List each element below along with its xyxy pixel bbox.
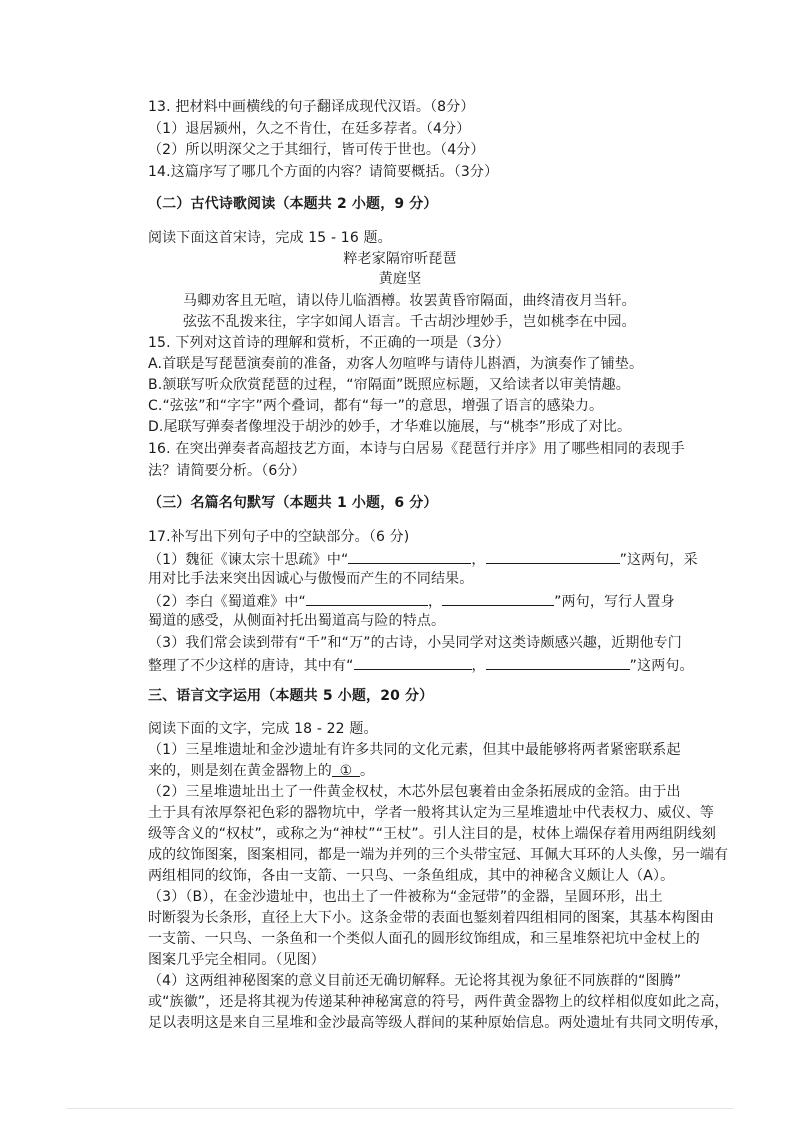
q17-blank-1a xyxy=(348,548,471,564)
comma: ， xyxy=(471,658,486,674)
q17-item-1 xyxy=(148,548,698,570)
q17-item-3-line-2 xyxy=(148,654,694,676)
part-3-intro: 阅读下面的文字，完成 18 - 22 题。 xyxy=(148,721,378,737)
q15-option-c: C.“弦弦”和“字字”两个叠词，都有“每一”的意思，增强了语言的感染力。 xyxy=(148,398,604,414)
q17-item-1-line-2: 用对比手法来突出因诚心与傲慢而产生的不同结果。 xyxy=(148,571,474,587)
q17-item-2-prefix: （2）李白《蜀道难》中“ xyxy=(148,594,306,610)
q15-prompt: 15. 下列对这首诗的理解和赏析，不正确的一项是（3分） xyxy=(148,335,510,351)
poem-title: 粹老家隔帘听琵琶 xyxy=(343,251,457,267)
q15-option-b: B.颔联写听众欣赏琵琶的过程，“帘隔面”既照应标题，又给读者以审美情趣。 xyxy=(148,377,630,393)
q13-prompt: 13. 把材料中画横线的句子翻译成现代汉语。（8分） xyxy=(148,99,475,115)
para-2-line-4: 成的纹饰图案，图案相同，都是一端为并列的三个头带宝冠、耳佩大耳环的人头像，另一端有 xyxy=(148,847,729,863)
para-3-line-4: 图案几乎完全相同。（见图） xyxy=(148,952,325,968)
q17-item-3-prefix: 整理了不少这样的唐诗，其中有“ xyxy=(148,658,354,674)
q17-item-2-line-2: 蜀道的感受，从侧面衬托出蜀道高与险的特点。 xyxy=(148,613,446,629)
q16-prompt-line-2: 法？请简要分析。（6分） xyxy=(148,463,306,479)
para-4-line-1: （4）这两组神秘图案的意义目前还无确切解释。无论将其视为象征不同族群的“图腾” xyxy=(148,973,682,989)
para-2-line-1: （2）三星堆遗址出土了一件黄金权杖，木芯外层包裹着由金条拓展成的金箔。由于出 xyxy=(148,784,681,800)
para-2-line-5: 两组相同的纹饰，各由一支箭、一只鸟、一条鱼组成，其中的神秘含义颇让人（A）。 xyxy=(148,868,675,884)
q17-item-3-line-1: （3）我们常会读到带有“千”和“万”的古诗，小吴同学对这类诗颇感兴趣，近期他专门 xyxy=(148,635,682,651)
para-1-line-1: （1）三星堆遗址和金沙遗址有许多共同的文化元素，但其中最能够将两者紧密联系起 xyxy=(148,742,681,758)
para-1-line-2 xyxy=(148,761,374,781)
q17-blank-3a xyxy=(354,654,472,670)
q13-sentence-2: （2）所以明深父之于其细行，皆可传于世也。（4分） xyxy=(148,142,485,158)
para-2-line-3: 级等含义的“权杖”，或称之为“神杖”“王杖”。引人注目的是，杖体上端保存着用两组阴线刻 xyxy=(148,826,716,842)
q17-item-3-suffix: ”这两句。 xyxy=(629,658,694,674)
section-2-heading: （二）古代诗歌阅读（本题共 2 小题，9 分） xyxy=(148,196,438,212)
q17-item-2 xyxy=(148,590,675,612)
para-4-line-3: 足以表明这是来自三星堆和金沙最高等级人群间的某种原始信息。两处遗址有共同文明传承， xyxy=(148,1015,729,1031)
q13-sentence-1: （1）退居颍州，久之不肯仕，在廷多荐者。（4分） xyxy=(148,121,471,137)
q17-item-2-suffix: ”两句，写行人置身 xyxy=(554,594,675,610)
q17-blank-2a xyxy=(306,590,428,606)
para-3-line-3: 一支箭、一只鸟、一条鱼和一个类似人面孔的圆形纹饰组成，和三星堆祭祀坑中金杖上的 xyxy=(148,931,700,947)
q17-blank-3b xyxy=(486,654,630,670)
comma: ， xyxy=(427,594,443,610)
poem-line-2: 弦弦不乱拨来往，字字如闻人语言。千古胡沙埋妙手，岂如桃李在中园。 xyxy=(183,314,636,330)
q17-blank-1b xyxy=(486,548,620,564)
q14-prompt: 14.这篇序写了哪几个方面的内容？请简要概括。（3分） xyxy=(148,164,499,180)
section-3-heading: （三）名篇名句默写（本题共 1 小题，6 分） xyxy=(148,495,438,511)
poem-author: 黄庭坚 xyxy=(378,271,422,287)
q15-option-d: D.尾联写弹奏者像埋没于胡沙的妙手，才华难以施展，与“桃李”形成了对比。 xyxy=(148,419,632,435)
part-3-heading: 三、语言文字运用（本题共 5 小题，20 分） xyxy=(148,688,434,704)
blank-marker-1: ① xyxy=(332,761,360,777)
section-2-intro: 阅读下面这首宋诗，完成 15 - 16 题。 xyxy=(148,230,392,246)
q17-item-1-prefix: （1）魏征《谏太宗十思疏》中“ xyxy=(148,552,349,568)
poem-line-1: 马卿劝客且无喧，请以侍儿临酒樽。妆罢黄昏帘隔面，曲终清夜月当轩。 xyxy=(183,293,636,309)
comma: ， xyxy=(471,552,486,568)
para-1-line-2-end: 。 xyxy=(359,763,375,779)
para-3-line-1: （3）（B），在金沙遗址中，也出土了一件被称为“金冠带”的金器，呈圆环形，出土 xyxy=(148,889,663,905)
q17-item-1-suffix: ”这两句，采 xyxy=(619,552,698,568)
para-1-line-2-text: 来的，则是刻在黄金器物上的 xyxy=(148,763,332,779)
para-2-line-2: 土于具有浓厚祭祀色彩的器物坑中，学者一般将其认定为三星堆遗址中代表权力、威仪、等 xyxy=(148,805,714,821)
q15-option-a: A.首联是写琵琶演奏前的准备，劝客人勿喧哗与请侍儿斟酒，为演奏作了铺垫。 xyxy=(148,356,644,372)
para-3-line-2: 时断裂为长条形，直径上大下小。这条金带的表面也錾刻着四组相同的图案，其基本构图由 xyxy=(148,910,714,926)
page-bottom-rule xyxy=(66,1108,734,1109)
para-4-line-2: 或“族徽”，还是将其视为传递某种神秘寓意的符号，两件黄金器物上的纹样相似度如此之高， xyxy=(148,994,729,1010)
q17-prompt: 17.补写出下列句子中的空缺部分。（6 分) xyxy=(148,529,410,545)
q17-blank-2b xyxy=(442,590,554,606)
q16-prompt-line-1: 16. 在突出弹奏者高超技艺方面，本诗与白居易《琵琶行并序》用了哪些相同的表现手 xyxy=(148,441,685,457)
